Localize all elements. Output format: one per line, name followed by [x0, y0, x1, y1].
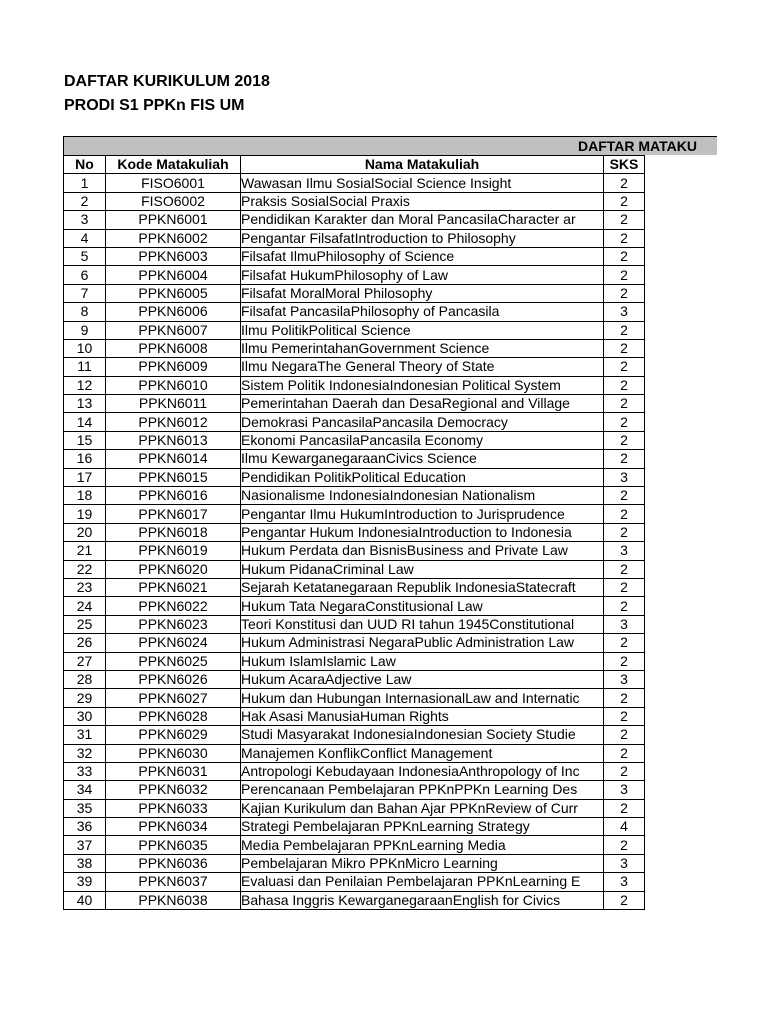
table-row — [64, 781, 645, 799]
course-name: Hukum dan Hubungan InternasionalLaw and Internatic — [241, 689, 604, 707]
course-credits: 2 — [604, 450, 645, 468]
course-code: PPKN6025 — [106, 652, 241, 670]
table-row — [64, 211, 645, 229]
course-code: PPKN6021 — [106, 578, 241, 596]
course-credits: 2 — [604, 487, 645, 505]
course-name: Pendidikan Karakter dan Moral PancasilaCharacter ar — [241, 211, 604, 229]
row-number: 15 — [64, 431, 106, 449]
table-row — [64, 799, 645, 817]
table-row — [64, 192, 645, 210]
row-number: 2 — [64, 192, 106, 210]
course-name: Pengantar Hukum IndonesiaIntroduction to Indonesia — [241, 523, 604, 541]
course-code: PPKN6009 — [106, 358, 241, 376]
course-code: PPKN6014 — [106, 450, 241, 468]
table-row — [64, 891, 645, 909]
table-row — [64, 395, 645, 413]
course-code: PPKN6007 — [106, 321, 241, 339]
course-code: PPKN6013 — [106, 431, 241, 449]
course-credits: 2 — [604, 266, 645, 284]
row-number: 4 — [64, 229, 106, 247]
course-name: Hukum AcaraAdjective Law — [241, 670, 604, 688]
row-number: 29 — [64, 689, 106, 707]
row-number: 28 — [64, 670, 106, 688]
table-row — [64, 487, 645, 505]
course-name: Filsafat IlmuPhilosophy of Science — [241, 247, 604, 265]
course-code: PPKN6004 — [106, 266, 241, 284]
table-row — [64, 413, 645, 431]
table-row — [64, 652, 645, 670]
table-row — [64, 744, 645, 762]
course-code: PPKN6005 — [106, 284, 241, 302]
row-number: 36 — [64, 818, 106, 836]
row-number: 34 — [64, 781, 106, 799]
course-name: Antropologi Kebudayaan IndonesiaAnthropology of Inc — [241, 762, 604, 780]
row-number: 7 — [64, 284, 106, 302]
table-row — [64, 597, 645, 615]
table-row — [64, 615, 645, 633]
table-row — [64, 321, 645, 339]
course-name: Sistem Politik IndonesiaIndonesian Political System — [241, 376, 604, 394]
course-code: PPKN6012 — [106, 413, 241, 431]
table-banner — [63, 136, 717, 155]
table-row — [64, 339, 645, 357]
table-row — [64, 505, 645, 523]
course-code: FISO6001 — [106, 174, 241, 192]
course-credits: 3 — [604, 542, 645, 560]
course-code: PPKN6023 — [106, 615, 241, 633]
course-code: PPKN6030 — [106, 744, 241, 762]
course-credits: 2 — [604, 652, 645, 670]
row-number: 37 — [64, 836, 106, 854]
course-credits: 2 — [604, 505, 645, 523]
course-code: PPKN6029 — [106, 726, 241, 744]
course-code: PPKN6022 — [106, 597, 241, 615]
course-credits: 2 — [604, 560, 645, 578]
row-number: 16 — [64, 450, 106, 468]
row-number: 9 — [64, 321, 106, 339]
table-row — [64, 818, 645, 836]
row-number: 3 — [64, 211, 106, 229]
table-row — [64, 578, 645, 596]
course-credits: 3 — [604, 873, 645, 891]
course-credits: 2 — [604, 174, 645, 192]
course-name: Perencanaan Pembelajaran PPKnPPKn Learning Des — [241, 781, 604, 799]
course-name: Filsafat HukumPhilosophy of Law — [241, 266, 604, 284]
course-credits: 3 — [604, 854, 645, 872]
course-name: Praksis SosialSocial Praxis — [241, 192, 604, 210]
course-name: Hukum IslamIslamic Law — [241, 652, 604, 670]
column-header-kode: Kode Matakuliah — [106, 156, 241, 174]
table-row — [64, 266, 645, 284]
course-code: PPKN6008 — [106, 339, 241, 357]
course-code: PPKN6032 — [106, 781, 241, 799]
course-credits: 2 — [604, 358, 645, 376]
course-credits: 2 — [604, 744, 645, 762]
course-code: PPKN6024 — [106, 634, 241, 652]
row-number: 21 — [64, 542, 106, 560]
table-row — [64, 707, 645, 725]
table-row — [64, 358, 645, 376]
course-code: PPKN6037 — [106, 873, 241, 891]
row-number: 22 — [64, 560, 106, 578]
document-title: DAFTAR KURIKULUM 2018 — [64, 73, 270, 90]
row-number: 18 — [64, 487, 106, 505]
column-header-nama: Nama Matakuliah — [241, 156, 604, 174]
row-number: 32 — [64, 744, 106, 762]
table-row — [64, 560, 645, 578]
table-row — [64, 468, 645, 486]
table-row — [64, 542, 645, 560]
course-code: PPKN6018 — [106, 523, 241, 541]
course-credits: 2 — [604, 395, 645, 413]
row-number: 12 — [64, 376, 106, 394]
course-code: PPKN6001 — [106, 211, 241, 229]
course-code: PPKN6027 — [106, 689, 241, 707]
row-number: 5 — [64, 247, 106, 265]
course-credits: 2 — [604, 211, 645, 229]
course-credits: 2 — [604, 762, 645, 780]
course-credits: 2 — [604, 707, 645, 725]
course-credits: 2 — [604, 634, 645, 652]
course-credits: 2 — [604, 339, 645, 357]
course-name: Pembelajaran Mikro PPKnMicro Learning — [241, 854, 604, 872]
table-row — [64, 634, 645, 652]
table-row — [64, 762, 645, 780]
course-name: Ilmu KewarganegaraanCivics Science — [241, 450, 604, 468]
course-credits: 2 — [604, 321, 645, 339]
course-code: PPKN6011 — [106, 395, 241, 413]
table-row — [64, 450, 645, 468]
course-credits: 2 — [604, 229, 645, 247]
course-name: Teori Konstitusi dan UUD RI tahun 1945Constitutional — [241, 615, 604, 633]
course-credits: 2 — [604, 799, 645, 817]
course-name: Media Pembelajaran PPKnLearning Media — [241, 836, 604, 854]
row-number: 35 — [64, 799, 106, 817]
course-name: Hukum Perdata dan BisnisBusiness and Private Law — [241, 542, 604, 560]
course-name: Hukum Tata NegaraConstitusional Law — [241, 597, 604, 615]
row-number: 23 — [64, 578, 106, 596]
course-name: Strategi Pembelajaran PPKnLearning Strategy — [241, 818, 604, 836]
course-credits: 2 — [604, 284, 645, 302]
course-name: Demokrasi PancasilaPancasila Democracy — [241, 413, 604, 431]
course-name: Pengantar FilsafatIntroduction to Philosophy — [241, 229, 604, 247]
course-code: PPKN6010 — [106, 376, 241, 394]
row-number: 26 — [64, 634, 106, 652]
row-number: 6 — [64, 266, 106, 284]
course-name: Filsafat PancasilaPhilosophy of Pancasila — [241, 303, 604, 321]
course-code: FISO6002 — [106, 192, 241, 210]
course-name: Nasionalisme IndonesiaIndonesian Nationalism — [241, 487, 604, 505]
course-credits: 2 — [604, 413, 645, 431]
course-code: PPKN6033 — [106, 799, 241, 817]
course-name: Evaluasi dan Penilaian Pembelajaran PPKnLearning E — [241, 873, 604, 891]
course-credits: 2 — [604, 836, 645, 854]
course-code: PPKN6038 — [106, 891, 241, 909]
course-credits: 4 — [604, 818, 645, 836]
course-code: PPKN6015 — [106, 468, 241, 486]
table-row — [64, 284, 645, 302]
course-credits: 2 — [604, 431, 645, 449]
table-row — [64, 523, 645, 541]
table-row — [64, 431, 645, 449]
table-row — [64, 376, 645, 394]
course-name: Bahasa Inggris KewarganegaraanEnglish for Civics — [241, 891, 604, 909]
course-name: Ilmu NegaraThe General Theory of State — [241, 358, 604, 376]
course-name: Ilmu PolitikPolitical Science — [241, 321, 604, 339]
course-credits: 3 — [604, 670, 645, 688]
course-credits: 3 — [604, 303, 645, 321]
course-code: PPKN6020 — [106, 560, 241, 578]
row-number: 14 — [64, 413, 106, 431]
table-row — [64, 873, 645, 891]
course-name: Hukum PidanaCriminal Law — [241, 560, 604, 578]
course-name: Studi Masyarakat IndonesiaIndonesian Society Studie — [241, 726, 604, 744]
course-credits: 2 — [604, 523, 645, 541]
table-row — [64, 836, 645, 854]
table-banner-label: DAFTAR MATAKU — [578, 138, 697, 154]
course-code: PPKN6003 — [106, 247, 241, 265]
row-number: 30 — [64, 707, 106, 725]
course-name: Sejarah Ketatanegaraan Republik IndonesiaStatecraft — [241, 578, 604, 596]
course-name: Pemerintahan Daerah dan DesaRegional and Village — [241, 395, 604, 413]
row-number: 20 — [64, 523, 106, 541]
course-name: Wawasan Ilmu SosialSocial Science Insight — [241, 174, 604, 192]
course-credits: 2 — [604, 247, 645, 265]
course-name: Manajemen KonflikConflict Management — [241, 744, 604, 762]
course-credits: 2 — [604, 578, 645, 596]
row-number: 33 — [64, 762, 106, 780]
course-credits: 2 — [604, 597, 645, 615]
course-credits: 2 — [604, 192, 645, 210]
course-code: PPKN6028 — [106, 707, 241, 725]
row-number: 40 — [64, 891, 106, 909]
course-name: Kajian Kurikulum dan Bahan Ajar PPKnReview of Curr — [241, 799, 604, 817]
course-code: PPKN6035 — [106, 836, 241, 854]
course-name: Pengantar Ilmu HukumIntroduction to Jurisprudence — [241, 505, 604, 523]
course-code: PPKN6006 — [106, 303, 241, 321]
course-code: PPKN6002 — [106, 229, 241, 247]
row-number: 8 — [64, 303, 106, 321]
row-number: 19 — [64, 505, 106, 523]
course-credits: 2 — [604, 689, 645, 707]
table-row — [64, 247, 645, 265]
course-credits: 3 — [604, 781, 645, 799]
course-credits: 2 — [604, 726, 645, 744]
row-number: 38 — [64, 854, 106, 872]
row-number: 11 — [64, 358, 106, 376]
table-row — [64, 726, 645, 744]
row-number: 17 — [64, 468, 106, 486]
row-number: 24 — [64, 597, 106, 615]
course-code: PPKN6017 — [106, 505, 241, 523]
course-credits: 3 — [604, 615, 645, 633]
table-row — [64, 854, 645, 872]
row-number: 25 — [64, 615, 106, 633]
course-credits: 2 — [604, 891, 645, 909]
row-number: 39 — [64, 873, 106, 891]
course-name: Ilmu PemerintahanGovernment Science — [241, 339, 604, 357]
row-number: 13 — [64, 395, 106, 413]
table-body — [64, 174, 645, 910]
table-row — [64, 174, 645, 192]
course-code: PPKN6019 — [106, 542, 241, 560]
table-header-row — [64, 156, 645, 174]
row-number: 27 — [64, 652, 106, 670]
table-row — [64, 670, 645, 688]
course-name: Hukum Administrasi NegaraPublic Administration Law — [241, 634, 604, 652]
course-code: PPKN6026 — [106, 670, 241, 688]
table-row — [64, 303, 645, 321]
course-code: PPKN6034 — [106, 818, 241, 836]
row-number: 31 — [64, 726, 106, 744]
course-name: Ekonomi PancasilaPancasila Economy — [241, 431, 604, 449]
course-name: Hak Asasi ManusiaHuman Rights — [241, 707, 604, 725]
course-code: PPKN6031 — [106, 762, 241, 780]
course-code: PPKN6036 — [106, 854, 241, 872]
row-number: 10 — [64, 339, 106, 357]
course-name: Pendidikan PolitikPolitical Education — [241, 468, 604, 486]
column-header-sks: SKS — [604, 156, 645, 174]
table-row — [64, 229, 645, 247]
course-code: PPKN6016 — [106, 487, 241, 505]
column-header-no: No — [64, 156, 106, 174]
course-name: Filsafat MoralMoral Philosophy — [241, 284, 604, 302]
course-credits: 3 — [604, 468, 645, 486]
document-subtitle: PRODI S1 PPKn FIS UM — [64, 97, 245, 114]
course-credits: 2 — [604, 376, 645, 394]
course-table — [63, 155, 645, 910]
table-row — [64, 689, 645, 707]
row-number: 1 — [64, 174, 106, 192]
